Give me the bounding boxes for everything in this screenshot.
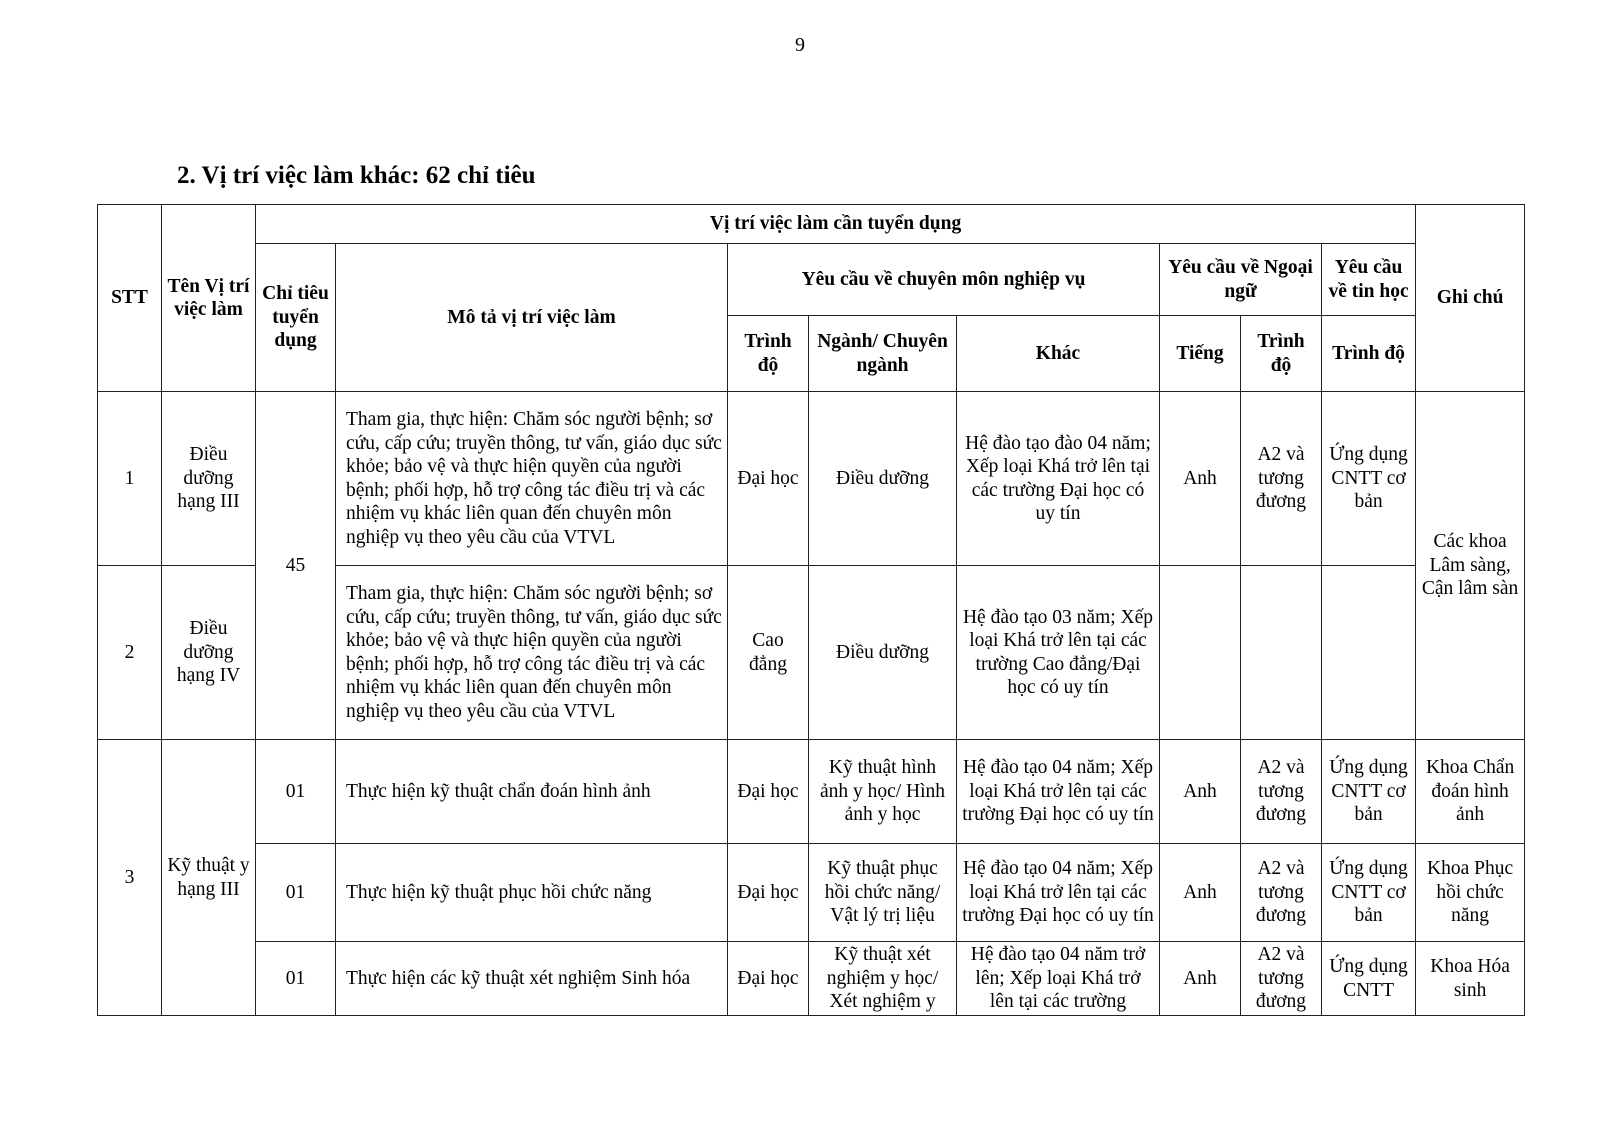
row-note: Khoa Phục hồi chức năng — [1416, 844, 1525, 942]
row-note: Khoa Chẩn đoán hình ảnh — [1416, 740, 1525, 844]
header-prof-major: Ngành/ Chuyên ngành — [809, 316, 957, 392]
row-major: Kỹ thuật hình ảnh y học/ Hình ảnh y học — [809, 740, 957, 844]
table-row — [98, 392, 1525, 566]
row-major: Điều dưỡng — [809, 566, 957, 740]
header-it-requirements: Yêu cầu về tin học — [1322, 244, 1416, 316]
header-prof-other: Khác — [957, 316, 1160, 392]
header-language: Tiếng — [1160, 316, 1241, 392]
row-description: Thực hiện kỹ thuật phục hồi chức năng — [336, 844, 728, 942]
header-lang-level: Trình độ — [1241, 316, 1322, 392]
row-stt: 2 — [98, 566, 162, 740]
row-major: Điều dưỡng — [809, 392, 957, 566]
row-language-level: A2 và tương đương — [1241, 844, 1322, 942]
row-language: Anh — [1160, 942, 1241, 1016]
row-level: Đại học — [728, 740, 809, 844]
row-major: Kỹ thuật phục hồi chức năng/ Vật lý trị liệu — [809, 844, 957, 942]
row-quota: 01 — [256, 942, 336, 1016]
header-foreign-language-requirements: Yêu cầu về Ngoại ngữ — [1160, 244, 1322, 316]
header-quota: Chỉ tiêu tuyển dụng — [256, 244, 336, 392]
row-quota: 01 — [256, 844, 336, 942]
row-other: Hệ đào tạo 04 năm; Xếp loại Khá trở lên tại các trường Đại học có uy tín — [957, 740, 1160, 844]
header-professional-requirements: Yêu cầu về chuyên môn nghiệp vụ — [728, 244, 1160, 316]
row-stt: 3 — [98, 740, 162, 1016]
row-language: Anh — [1160, 740, 1241, 844]
row-it: Ứng dụng CNTT cơ bản — [1322, 844, 1416, 942]
row-description: Thực hiện các kỹ thuật xét nghiệm Sinh hóa — [336, 942, 728, 1016]
row-language: Anh — [1160, 392, 1241, 566]
header-it-level: Trình độ — [1322, 316, 1416, 392]
row-level: Đại học — [728, 844, 809, 942]
row-it — [1322, 566, 1416, 740]
row-note: Khoa Hóa sinh — [1416, 942, 1525, 1016]
row-level: Cao đẳng — [728, 566, 809, 740]
row-stt: 1 — [98, 392, 162, 566]
row-other: Hệ đào tạo 03 năm; Xếp loại Khá trở lên tại các trường Cao đẳng/Đại học có uy tín — [957, 566, 1160, 740]
row-position-name: Điều dưỡng hạng IV — [162, 566, 256, 740]
row-language-level: A2 và tương đương — [1241, 392, 1322, 566]
job-positions-table — [97, 204, 1525, 1016]
table-row — [98, 740, 1525, 844]
row-description: Tham gia, thực hiện: Chăm sóc người bệnh; sơ cứu, cấp cứu; truyền thông, tư vấn, giáo dục sức khỏe; bảo vệ và thực hiện quyền của người bệnh; phối hợp, hỗ trợ công tác điều trị và các nhiệm vụ khác liên quan đến chuyên môn nghiệp vụ theo yêu cầu của VTVL — [336, 392, 728, 566]
header-notes: Ghi chú — [1416, 205, 1525, 392]
header-description: Mô tả vị trí việc làm — [336, 244, 728, 392]
header-positions-group: Vị trí việc làm cần tuyển dụng — [256, 205, 1416, 244]
row-position-name: Điều dưỡng hạng III — [162, 392, 256, 566]
table-row — [98, 844, 1525, 942]
row-description: Tham gia, thực hiện: Chăm sóc người bệnh; sơ cứu, cấp cứu; truyền thông, tư vấn, giáo dục sức khỏe; bảo vệ và thực hiện quyền của người bệnh; phối hợp, hỗ trợ công tác điều trị và các nhiệm vụ khác liên quan đến chuyên môn nghiệp vụ theo yêu cầu của VTVL — [336, 566, 728, 740]
row-language-level: A2 và tương đương — [1241, 740, 1322, 844]
row-note: Các khoa Lâm sàng, Cận lâm sàn — [1416, 392, 1525, 740]
row-other: Hệ đào tạo 04 năm trở lên; Xếp loại Khá trở lên tại các trường — [957, 942, 1160, 1016]
row-it: Ứng dụng CNTT cơ bản — [1322, 392, 1416, 566]
row-level: Đại học — [728, 942, 809, 1016]
section-title: 2. Vị trí việc làm khác: 62 chỉ tiêu — [177, 162, 536, 189]
row-major: Kỹ thuật xét nghiệm y học/ Xét nghiệm y — [809, 942, 957, 1016]
row-language-level — [1241, 566, 1322, 740]
header-prof-level: Trình độ — [728, 316, 809, 392]
row-it: Ứng dụng CNTT — [1322, 942, 1416, 1016]
row-other: Hệ đào tạo đào 04 năm; Xếp loại Khá trở lên tại các trường Đại học có uy tín — [957, 392, 1160, 566]
row-quota: 45 — [256, 392, 336, 740]
row-language: Anh — [1160, 844, 1241, 942]
row-other: Hệ đào tạo 04 năm; Xếp loại Khá trở lên tại các trường Đại học có uy tín — [957, 844, 1160, 942]
table-row — [98, 942, 1525, 1016]
row-language-level: A2 và tương đương — [1241, 942, 1322, 1016]
row-description: Thực hiện kỹ thuật chẩn đoán hình ảnh — [336, 740, 728, 844]
header-position-name: Tên Vị trí việc làm — [162, 205, 256, 392]
row-quota: 01 — [256, 740, 336, 844]
row-it: Ứng dụng CNTT cơ bản — [1322, 740, 1416, 844]
row-language — [1160, 566, 1241, 740]
row-level: Đại học — [728, 392, 809, 566]
row-position-name: Kỹ thuật y hạng III — [162, 740, 256, 1016]
page-number: 9 — [795, 34, 805, 56]
header-stt: STT — [98, 205, 162, 392]
